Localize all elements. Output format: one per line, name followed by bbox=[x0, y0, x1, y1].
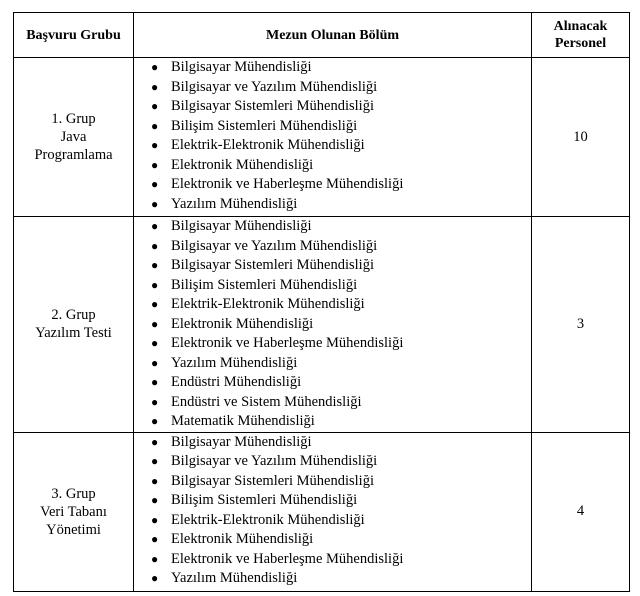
department-name: Elektrik-Elektronik Mühendisliği bbox=[171, 511, 365, 528]
department-name: Bilgisayar Mühendisliği bbox=[171, 59, 312, 75]
list-item bbox=[134, 452, 531, 472]
list-item bbox=[134, 412, 531, 432]
department-name: Bilgisayar Mühendisliği bbox=[171, 218, 312, 234]
personnel-count: 10 bbox=[532, 58, 630, 217]
list-item bbox=[134, 550, 531, 570]
list-item bbox=[134, 195, 531, 215]
personnel-count: 4 bbox=[532, 432, 630, 591]
header-row bbox=[14, 13, 630, 58]
department-name: Elektronik Mühendisliği bbox=[171, 315, 314, 332]
bullet-icon: ● bbox=[151, 138, 159, 152]
bullet-icon: ● bbox=[151, 394, 159, 409]
department-name: Bilişim Sistemleri Mühendisliği bbox=[171, 276, 358, 293]
department-name: Bilgisayar Mühendisliği bbox=[171, 433, 312, 450]
group-name-line: 2. Grup bbox=[51, 307, 96, 324]
department-name: Yazılım Mühendisliği bbox=[171, 570, 298, 586]
group-name-line: 1. Grup bbox=[51, 111, 96, 127]
list-item bbox=[134, 237, 531, 257]
header-group: Başvuru Grubu bbox=[14, 13, 134, 58]
list-item bbox=[134, 217, 531, 237]
group-name-line: Yönetimi bbox=[46, 521, 101, 538]
group-name-line: Veri Tabanı bbox=[40, 503, 107, 520]
list-item bbox=[134, 78, 531, 98]
group-cell bbox=[14, 217, 134, 433]
department-name: Elektronik ve Haberleşme Mühendisliği bbox=[171, 176, 404, 192]
header-personnel-line1: Alınacak bbox=[553, 19, 608, 34]
bullet-icon: ● bbox=[151, 336, 159, 350]
department-name: Elektrik-Elektronik Mühendisliği bbox=[171, 296, 365, 312]
table-row bbox=[14, 217, 630, 433]
table-row bbox=[14, 58, 630, 217]
bullet-icon: ● bbox=[151, 493, 159, 507]
department-name: Bilgisayar Sistemleri Mühendisliği bbox=[171, 257, 374, 273]
header-department: Mezun Olunan Bölüm bbox=[134, 13, 532, 58]
department-name: Endüstri ve Sistem Mühendisliği bbox=[171, 393, 362, 410]
department-list bbox=[134, 433, 531, 589]
list-item bbox=[134, 117, 531, 137]
group-cell bbox=[14, 432, 134, 591]
department-name: Yazılım Mühendisliği bbox=[171, 354, 298, 371]
department-name: Elektrik-Elektronik Mühendisliği bbox=[171, 137, 365, 153]
list-item bbox=[134, 530, 531, 550]
recruitment-table bbox=[13, 12, 630, 592]
department-cell bbox=[134, 217, 532, 433]
bullet-icon: ● bbox=[151, 219, 159, 233]
list-item bbox=[134, 354, 531, 374]
group-name-line: 3. Grup bbox=[51, 485, 96, 502]
bullet-icon: ● bbox=[151, 157, 159, 172]
table-row bbox=[14, 432, 630, 591]
department-name: Bilgisayar ve Yazılım Mühendisliği bbox=[171, 237, 378, 254]
group-name-line: Programlama bbox=[34, 147, 113, 163]
list-item bbox=[134, 136, 531, 156]
personnel-count: 3 bbox=[532, 217, 630, 433]
bullet-icon: ● bbox=[151, 79, 159, 94]
list-item bbox=[134, 58, 531, 78]
bullet-icon: ● bbox=[151, 434, 159, 449]
bullet-icon: ● bbox=[151, 512, 159, 527]
department-name: Elektronik Mühendisliği bbox=[171, 156, 314, 173]
department-name: Bilgisayar Sistemleri Mühendisliği bbox=[171, 472, 374, 489]
list-item bbox=[134, 97, 531, 117]
bullet-icon: ● bbox=[151, 99, 159, 113]
department-cell bbox=[134, 58, 532, 217]
list-item bbox=[134, 256, 531, 276]
list-item bbox=[134, 295, 531, 315]
list-item bbox=[134, 569, 531, 589]
department-name: Yazılım Mühendisliği bbox=[171, 195, 298, 212]
list-item bbox=[134, 373, 531, 393]
group-cell bbox=[14, 58, 134, 217]
header-personnel-line2: Personel bbox=[554, 36, 607, 51]
department-name: Elektronik ve Haberleşme Mühendisliği bbox=[171, 335, 404, 351]
bullet-icon: ● bbox=[151, 238, 159, 253]
department-name: Bilgisayar ve Yazılım Mühendisliği bbox=[171, 78, 378, 95]
department-name: Bilgisayar ve Yazılım Mühendisliği bbox=[171, 453, 378, 469]
bullet-icon: ● bbox=[151, 571, 159, 585]
bullet-icon: ● bbox=[151, 60, 159, 74]
bullet-icon: ● bbox=[151, 277, 159, 292]
department-name: Elektronik Mühendisliği bbox=[171, 531, 314, 547]
group-name-line: Java bbox=[60, 129, 87, 145]
bullet-icon: ● bbox=[151, 258, 159, 272]
bullet-icon: ● bbox=[151, 473, 159, 488]
department-name: Bilgisayar Sistemleri Mühendisliği bbox=[171, 98, 374, 114]
list-item bbox=[134, 175, 531, 195]
department-name: Bilişim Sistemleri Mühendisliği bbox=[171, 492, 358, 508]
bullet-icon: ● bbox=[151, 551, 159, 566]
list-item bbox=[134, 472, 531, 492]
bullet-icon: ● bbox=[151, 355, 159, 370]
department-list bbox=[134, 217, 531, 432]
list-item bbox=[134, 334, 531, 354]
list-item bbox=[134, 156, 531, 176]
bullet-icon: ● bbox=[151, 454, 159, 468]
department-name: Matematik Mühendisliği bbox=[171, 413, 315, 429]
bullet-icon: ● bbox=[151, 375, 159, 389]
list-item bbox=[134, 511, 531, 531]
department-name: Elektronik ve Haberleşme Mühendisliği bbox=[171, 550, 404, 567]
department-list bbox=[134, 58, 531, 214]
list-item bbox=[134, 491, 531, 511]
bullet-icon: ● bbox=[151, 118, 159, 133]
department-name: Endüstri Mühendisliği bbox=[171, 374, 302, 390]
list-item bbox=[134, 433, 531, 453]
list-item bbox=[134, 276, 531, 296]
list-item bbox=[134, 393, 531, 413]
bullet-icon: ● bbox=[151, 297, 159, 311]
bullet-icon: ● bbox=[151, 196, 159, 211]
bullet-icon: ● bbox=[151, 177, 159, 191]
group-name-line: Yazılım Testi bbox=[35, 325, 112, 342]
bullet-icon: ● bbox=[151, 414, 159, 428]
department-name: Bilişim Sistemleri Mühendisliği bbox=[171, 117, 358, 134]
bullet-icon: ● bbox=[151, 532, 159, 546]
department-cell bbox=[134, 432, 532, 591]
header-personnel bbox=[532, 13, 630, 58]
list-item bbox=[134, 315, 531, 335]
bullet-icon: ● bbox=[151, 316, 159, 331]
